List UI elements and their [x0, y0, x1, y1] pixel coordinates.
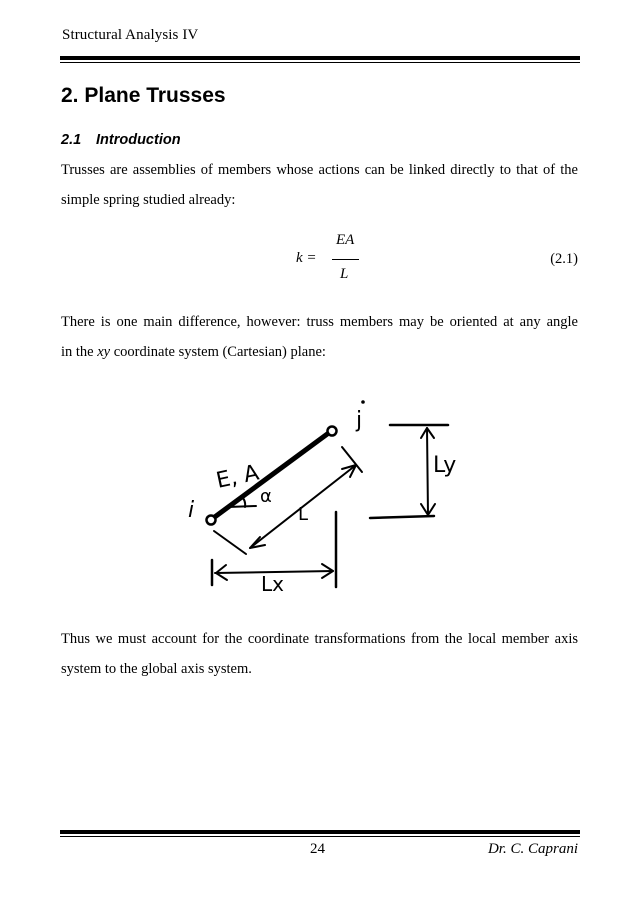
variable-xy: xy — [97, 344, 111, 360]
label-node-j: j — [356, 408, 363, 433]
header-rule-thick — [60, 56, 580, 60]
section-title-text: Introduction — [96, 132, 181, 148]
equation-lhs: k = — [296, 250, 317, 266]
paragraph-line: Thus we must account for the coordinate transformations from the local member axis — [61, 631, 578, 647]
paragraph-line: simple spring studied already: — [61, 192, 236, 208]
paragraph-transformations — [61, 624, 578, 684]
header-rule-thin — [60, 62, 580, 63]
page-number: 24 — [310, 841, 325, 857]
paragraph-line: Trusses are assemblies of members whose actions can be linked directly to that of the — [61, 162, 578, 178]
equation-numerator: EA — [336, 232, 355, 248]
running-header: Structural Analysis IV — [62, 27, 199, 43]
label-lx: Lx — [261, 572, 284, 596]
footer-rule-thick — [60, 830, 580, 834]
node-j-circle — [328, 427, 337, 436]
section-number: 2.1 — [61, 132, 82, 148]
paragraph-line: system to the global axis system. — [61, 661, 252, 677]
equation-number: (2.1) — [550, 251, 578, 267]
paragraph-line — [61, 337, 578, 367]
label-properties: E, A — [214, 460, 262, 494]
ly-bottom-tick — [370, 516, 434, 518]
node-i-circle — [207, 516, 216, 525]
label-node-i: i — [188, 498, 195, 523]
tick-lower — [214, 531, 246, 554]
label-angle: α — [260, 486, 272, 507]
equation-denominator: L — [340, 266, 349, 282]
section-heading — [61, 132, 181, 148]
label-length: L — [298, 504, 309, 525]
truss-member-diagram — [170, 392, 480, 602]
label-ly: Ly — [433, 453, 457, 478]
footer-rule-thin — [60, 836, 580, 837]
footer-author: Dr. C. Caprani — [487, 841, 578, 857]
paragraph-difference — [61, 307, 578, 367]
reference-line — [228, 506, 256, 507]
paragraph-intro — [61, 155, 578, 215]
fraction-bar — [332, 259, 359, 260]
chapter-title: 2. Plane Trusses — [61, 84, 226, 107]
text-fragment: coordinate system (Cartesian) plane: — [110, 344, 326, 360]
node-j-dot — [361, 400, 365, 404]
paragraph-line: There is one main difference, however: truss members may be oriented at any angle — [61, 314, 578, 330]
ly-dimension-line — [427, 428, 428, 515]
text-fragment: in the — [61, 344, 98, 360]
